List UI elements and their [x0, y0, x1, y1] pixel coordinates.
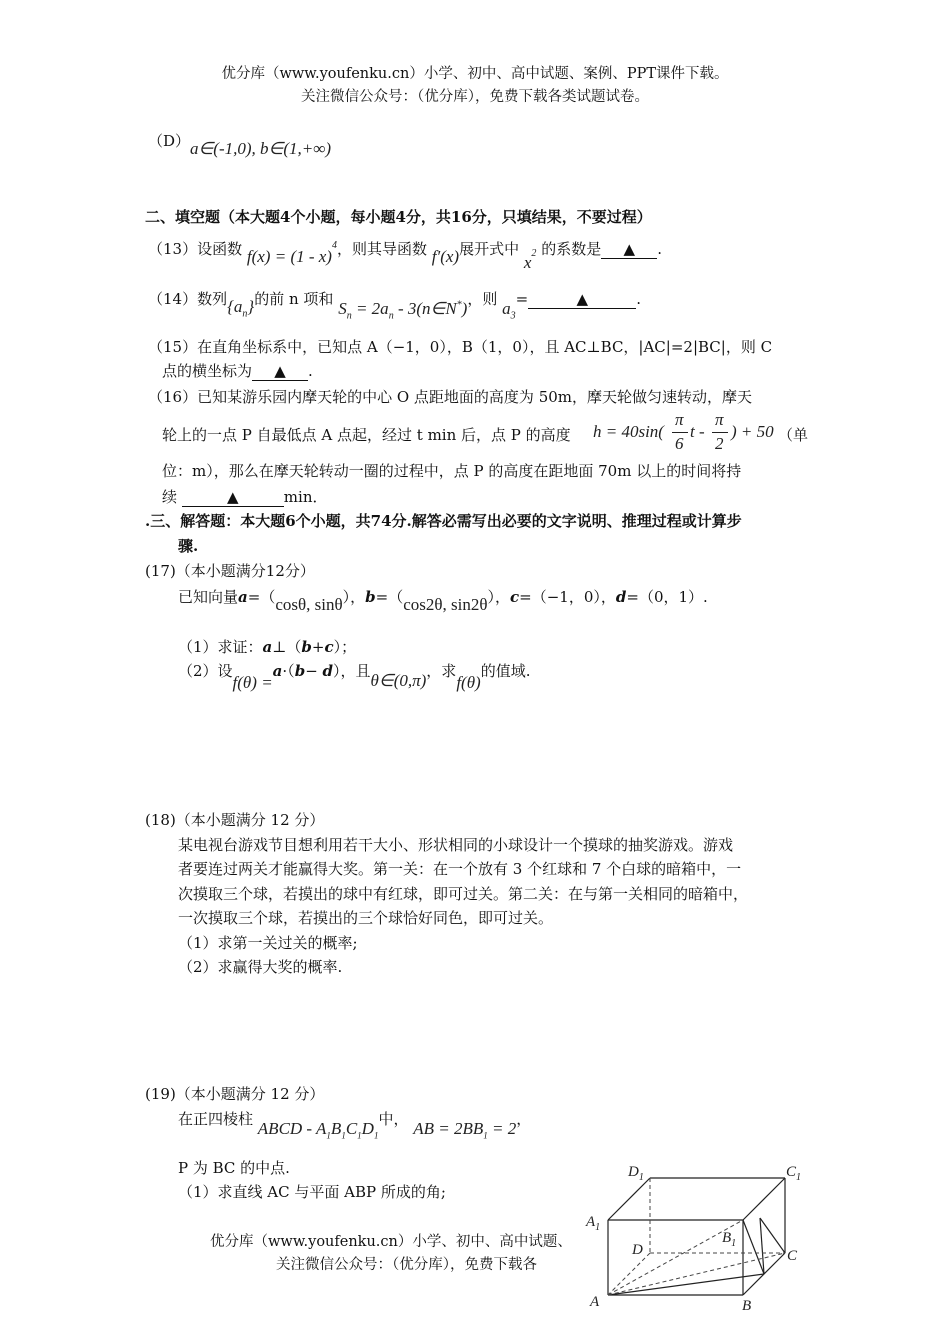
q15-answer-blank[interactable]: ▲ — [252, 362, 308, 381]
q15-line-2-text: 点的横坐标为 — [162, 362, 253, 380]
q17-l1e: ）， — [487, 588, 511, 606]
q18-part-2: （2）求赢得大奖的概率. — [178, 958, 343, 976]
q17-p1d: + — [311, 638, 325, 656]
q17-p1-a: a — [262, 638, 273, 656]
q18-head: (18)（本小题满分 12 分） — [145, 811, 325, 829]
q17-p2g: ，求 — [426, 662, 457, 680]
q17-p2-b: b — [294, 662, 306, 680]
q18-line-1: 某电视台游戏节目想利用若干大小、形状相同的小球设计一个摸球的抽奖游戏。游戏 — [178, 836, 734, 854]
q13-line — [148, 238, 662, 272]
label-a1: $A_1$ — [586, 1214, 601, 1233]
q18-part-1: （1）求第一关过关的概率; — [178, 934, 358, 952]
option-d-math: a∈(-1,0), b∈(1,+∞) — [190, 139, 332, 158]
q14-then: ，则 — [467, 290, 498, 308]
q13-end: . — [657, 240, 662, 258]
q19-line-2: P 为 BC 的中点. — [178, 1159, 290, 1177]
q15-line-1: （15）在直角坐标系中，已知点 A（−1，0），B（1，0），且 AC⊥BC，|AC|=2|BC|，则 C — [148, 338, 773, 356]
q17-vec-a: a — [238, 588, 248, 606]
q15-line-2 — [162, 360, 313, 381]
q16-pi-1: π — [675, 410, 684, 429]
q13-tail: 的系数是 — [541, 240, 602, 258]
label-c: C — [787, 1248, 798, 1264]
q17-p1-c: c — [324, 638, 334, 656]
q14-sn: $S_n = 2a_n$ - 3(n∈N*) — [338, 299, 468, 322]
q17-p2-d: d — [322, 662, 334, 680]
q17-l1c: ）， — [342, 588, 366, 606]
q16-line-4a: 续 — [162, 488, 178, 506]
q16-h-formula: h = 40sin( — [593, 422, 664, 441]
q17-p1f: ）； — [333, 638, 357, 656]
edge-d1a1 — [608, 1178, 650, 1220]
q17-vec-d: d — [615, 588, 627, 606]
q16-line-2a: 轮上的一点 P 自最低点 A 点起，经过 t min 后，点 P 的高度 — [162, 426, 571, 444]
q17-l1b: =（ — [247, 588, 276, 606]
q17-p2b: ·（ — [282, 662, 295, 680]
footer-line-1: 优分库（www.youfenku.cn）小学、初中、高中试题、 — [210, 1234, 572, 1250]
q17-p1b: ⊥（ — [272, 638, 302, 656]
q17-p2h: 的值域. — [480, 662, 531, 680]
q17-line-1 — [178, 586, 708, 614]
label-b: B — [742, 1298, 752, 1314]
q17-head: (17)（本小题满分12分） — [145, 562, 315, 580]
q16-pi-2: π — [715, 410, 724, 429]
q14-line — [148, 288, 641, 322]
q17-ftheta: f(θ) = — [232, 673, 273, 692]
label-b1: $B_1$ — [722, 1230, 737, 1249]
q13-num: （13）设函数 — [148, 240, 243, 258]
q17-p2f: ），且 — [333, 662, 371, 680]
q13-x: x — [523, 253, 532, 272]
q14-eq: = — [515, 290, 529, 308]
q16-line-1: （16）已知某游乐园内摩天轮的中心 O 点距地面的高度为 50m，摩天轮做匀速转动，摩天 — [148, 388, 753, 406]
q14-end: . — [636, 290, 641, 308]
q16-two: 2 — [715, 434, 724, 453]
edge-c1b1 — [743, 1178, 785, 1220]
label-a: A — [590, 1294, 600, 1310]
edge-da-hidden — [608, 1253, 650, 1295]
q19-head: (19)（本小题满分 12 分） — [145, 1085, 325, 1103]
diag-ac-hidden — [608, 1253, 785, 1295]
q19-l1c: ， — [516, 1110, 532, 1128]
label-d1: $D_1$ — [628, 1164, 644, 1183]
q15-end: . — [308, 362, 313, 380]
line-top-c — [760, 1218, 785, 1253]
q17-p1: （1）求证： — [178, 638, 263, 656]
q16-line-3: 位：m），那么在摩天轮转动一圈的过程中，点 P 的高度在距地面 70m 以上的时间将持 — [162, 462, 742, 480]
option-d-label: （D） — [148, 132, 191, 150]
q16-frac-bar-2 — [712, 432, 728, 433]
q16-plus: ) + 50 — [731, 422, 774, 441]
q13-mid: ，则其导函数 — [336, 240, 427, 258]
q14-a3: $a_3$ — [502, 299, 516, 322]
section-2-title: 二、填空题（本大题4个小题，每小题4分，共16分，只填结果，不要过程） — [145, 208, 652, 226]
q16-line-2b: （单 — [778, 426, 809, 444]
q17-part-2 — [178, 660, 531, 692]
q19-part-1: （1）求直线 AC 与平面 ABP 所成的角; — [178, 1183, 446, 1201]
q17-ftheta-2: f(θ) — [456, 673, 481, 692]
q18-line-3: 次摸取三个球，若摸出的球中有红球，即可过关。第二关：在与第一关相同的暗箱中， — [178, 885, 749, 903]
q18-line-4: 一次摸取三个球，若摸出的三个球恰好同色，即可过关。 — [178, 909, 554, 927]
q19-l1a: 在正四棱柱 — [178, 1110, 254, 1128]
q14-num: （14）数列 — [148, 290, 228, 308]
prism-figure — [580, 1158, 810, 1318]
header-line-1: 优分库（www.youfenku.cn）小学、初中、高中试题、案例、PPT课件下载。 — [221, 66, 729, 82]
footer-line-2: 关注微信公众号：（优分库），免费下载各 — [276, 1257, 537, 1273]
q17-vec-b: b — [365, 588, 376, 606]
q14-mid: 的前 n 项和 — [254, 290, 334, 308]
q17-p2-a: a — [272, 662, 283, 680]
q17-l1g: =（0，1）. — [626, 588, 708, 606]
q17-vec-c: c — [510, 588, 520, 606]
q16-line-4b: min． — [283, 488, 328, 506]
q16-t: t - — [690, 422, 705, 441]
q16-six: 6 — [675, 434, 684, 453]
q18-line-2: 者要连过两关才能赢得大奖。第一关：在一个放有 3 个红球和 7 个白球的暗箱中，一 — [178, 860, 742, 878]
label-c1: $C_1$ — [786, 1164, 802, 1183]
q13-f: f(x) = (1 - x) — [246, 247, 332, 266]
q13-after: 展开式中 — [459, 240, 520, 258]
q13-answer-blank[interactable]: ▲ — [601, 240, 657, 259]
q13-x-exp: 2 — [531, 248, 537, 259]
section-3-title-1: .三、解答题：本大题6个小题，共74分.解答必需写出必要的文字说明、推理过程或计算步 — [145, 512, 742, 530]
q17-cos: cosθ, sinθ — [275, 595, 343, 614]
q17-l1a: 已知向量 — [178, 588, 239, 606]
q13-exp: 4 — [331, 240, 337, 251]
q14-an: $\{a_n\}$ — [227, 297, 255, 320]
q19-l1b: 中， — [378, 1110, 409, 1128]
q19-prism: ABCD - $A_1B_1C_1D_1$ — [257, 1119, 379, 1141]
q13-fprime: f′(x) — [431, 247, 460, 266]
q16-answer-blank[interactable]: ▲ — [182, 488, 284, 507]
line-ap — [608, 1274, 764, 1295]
q17-l1f: =（−1，0）， — [519, 588, 616, 606]
q17-l1d: =（ — [375, 588, 404, 606]
q17-p2d: − — [305, 662, 323, 680]
q17-part-1 — [178, 636, 356, 657]
header-line-2: 关注微信公众号：（优分库），免费下载各类试题试卷。 — [301, 89, 649, 105]
q17-range: θ∈(0,π) — [370, 671, 427, 690]
q17-p1-b: b — [301, 638, 312, 656]
q16-line-4 — [162, 486, 327, 507]
q17-cos2: cos2θ, sin2θ — [403, 595, 488, 614]
section-3-title-2: 骤. — [178, 537, 199, 555]
label-d: D — [632, 1242, 643, 1258]
q19-line-1 — [178, 1108, 532, 1141]
q17-p2: （2）设 — [178, 662, 233, 680]
q16-frac-bar-1 — [672, 432, 688, 433]
q19-ab: AB = $2BB_1 = 2$ — [413, 1119, 517, 1141]
q14-answer-blank[interactable]: ▲ — [528, 290, 636, 309]
